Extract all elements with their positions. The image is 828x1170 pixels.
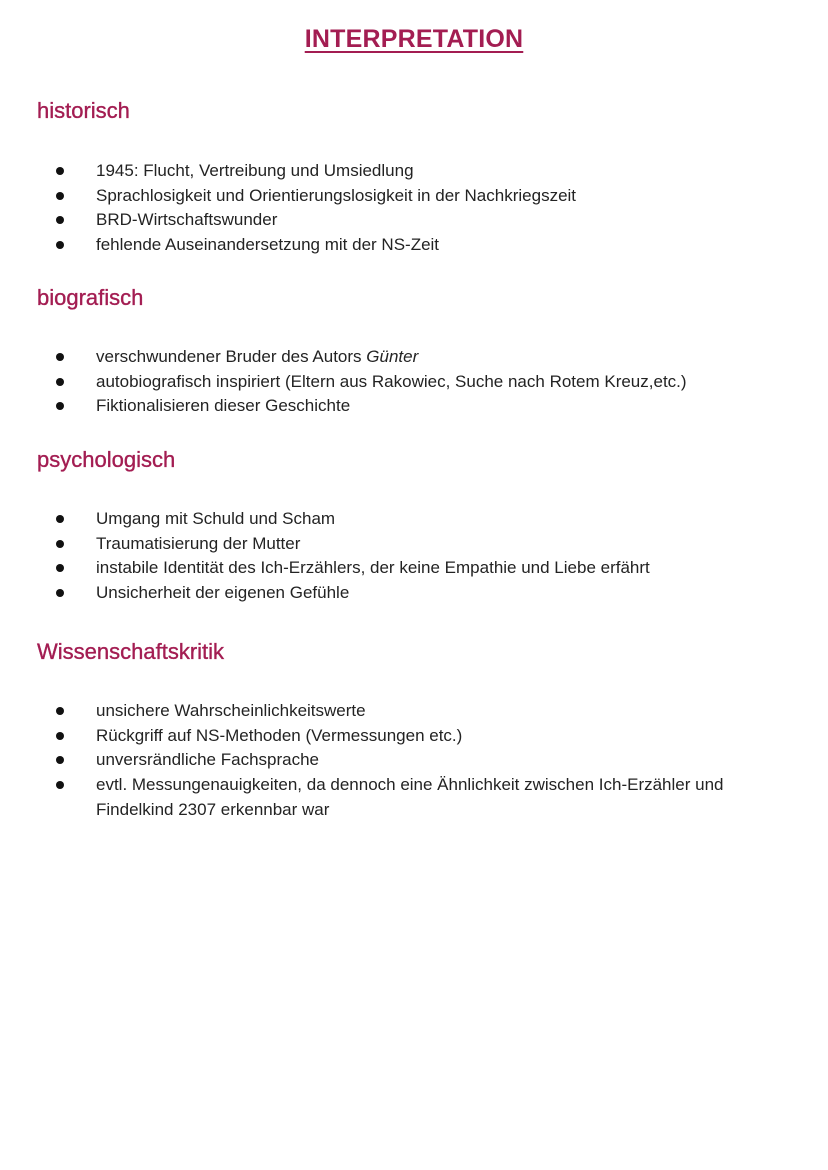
list-item-text: verschwundener Bruder des Autors bbox=[96, 347, 367, 366]
bullet-icon bbox=[56, 589, 64, 597]
list-item bbox=[0, 233, 828, 258]
bullet-icon bbox=[56, 216, 64, 224]
list-item-text: fehlende Auseinandersetzung mit der NS-Zeit bbox=[96, 235, 440, 255]
list-item-text: evtl. Messungenauigkeiten, da dennoch eine Ähnlichkeit zwischen Ich-Erzähler und Findelkind 2307 erkennbar war bbox=[96, 775, 724, 819]
list-item bbox=[0, 345, 828, 370]
bullet-icon bbox=[56, 402, 64, 410]
list-item-text: Sprachlosigkeit und Orientierungslosigkeit in der Nachkriegszeit bbox=[96, 185, 577, 205]
bullet-icon bbox=[56, 353, 64, 361]
bullet-icon bbox=[56, 781, 64, 789]
list-item bbox=[0, 699, 828, 724]
bullet-icon bbox=[56, 378, 64, 386]
list-item bbox=[0, 184, 828, 209]
section-heading: biografisch bbox=[37, 285, 144, 310]
bullet-icon bbox=[56, 756, 64, 764]
bullet-icon bbox=[56, 540, 64, 548]
list-item-text: Fiktionalisieren dieser Geschichte bbox=[96, 396, 351, 416]
bullet-icon bbox=[56, 564, 64, 572]
list-item bbox=[0, 370, 828, 395]
bullet-list bbox=[0, 345, 828, 419]
section-heading: Wissenschaftskritik bbox=[37, 639, 225, 664]
list-item-text: autobiografisch inspiriert (Eltern aus Rakowiec, Suche nach Rotem Kreuz,etc.) bbox=[96, 371, 687, 391]
section-heading: psychologisch bbox=[37, 447, 176, 472]
bullet-icon bbox=[56, 241, 64, 249]
list-item bbox=[0, 773, 828, 822]
list-item bbox=[0, 748, 828, 773]
bullet-icon bbox=[56, 192, 64, 200]
list-item-text: Traumatisierung der Mutter bbox=[96, 533, 301, 553]
bullet-icon bbox=[56, 167, 64, 175]
list-item bbox=[0, 208, 828, 233]
list-item bbox=[0, 507, 828, 532]
bullet-list bbox=[0, 507, 828, 606]
list-item-text: 1945: Flucht, Vertreibung und Umsiedlung bbox=[96, 161, 414, 180]
bullet-list bbox=[0, 159, 828, 258]
list-item-text: unsichere Wahrscheinlichkeitswerte bbox=[96, 701, 366, 720]
list-item bbox=[0, 394, 828, 419]
list-item bbox=[0, 159, 828, 184]
list-item-text: unversrändliche Fachsprache bbox=[96, 750, 320, 770]
author-brother-name: Günter bbox=[366, 347, 419, 366]
list-item bbox=[0, 556, 828, 581]
bullet-icon bbox=[56, 707, 64, 715]
page-title: INTERPRETATION bbox=[304, 25, 524, 53]
bullet-icon bbox=[56, 732, 64, 740]
list-item-text: Rückgriff auf NS-Methoden (Vermessungen etc.) bbox=[96, 725, 463, 745]
list-item bbox=[0, 581, 828, 606]
list-item bbox=[0, 724, 828, 749]
list-item-text: Umgang mit Schuld und Scham bbox=[96, 509, 336, 528]
section-heading: historisch bbox=[37, 98, 130, 123]
list-item-text: instabile Identität des Ich-Erzählers, der keine Empathie und Liebe erfährt bbox=[96, 558, 650, 578]
list-item bbox=[0, 532, 828, 557]
bullet-list bbox=[0, 699, 828, 823]
list-item-text: Unsicherheit der eigenen Gefühle bbox=[96, 583, 350, 603]
bullet-icon bbox=[56, 515, 64, 523]
list-item-text: BRD-Wirtschaftswunder bbox=[96, 210, 278, 230]
